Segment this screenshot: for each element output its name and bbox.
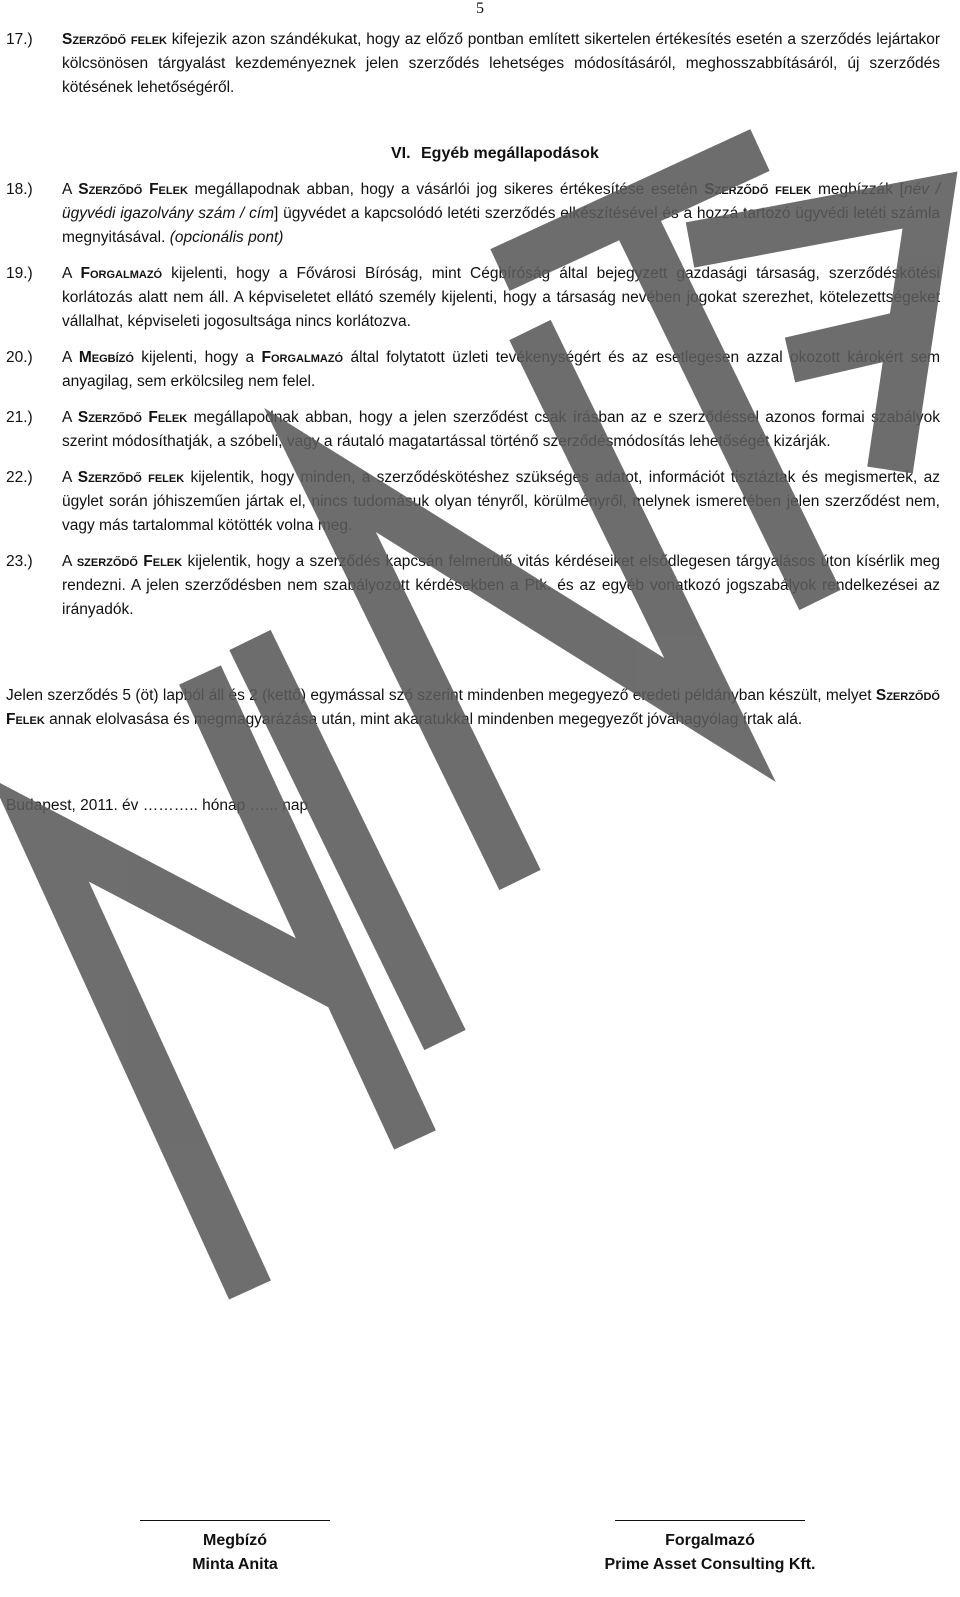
party-name: Szerződő felek	[704, 181, 812, 198]
clause-body: kijelenti, hogy a Fővárosi Bíróság, mint Cégbíróság által bejegyzett gazdasági társaság, szerződéskötési korlátozás alatt nem áll. A képviseletet ellátó személy kijelenti, hogy a társaság nevében jogokat szerezhet, kötelezettségeket vállalhat, képviseleti jogosultsága nincs korlátozva.	[62, 265, 940, 330]
clause-number: 22.)	[6, 469, 33, 486]
clause-body: A	[62, 265, 81, 282]
clause-17	[6, 28, 940, 100]
party-name: Forgalmazó	[261, 349, 344, 366]
clause-body: kijelenti, hogy a	[133, 349, 262, 366]
clause-text	[62, 550, 940, 622]
closing-text: annak elolvasása és megmagyarázása után, mint akaratukkal mindenben megegyezőt jóváhagyólag írtak alá.	[44, 711, 803, 728]
clause-text	[62, 178, 940, 250]
clause-number: 19.)	[6, 265, 33, 282]
placeholder-text: név / ügyvédi igazolvány szám / cím	[62, 181, 940, 222]
clause-text	[62, 28, 940, 100]
clause-body: ] ügyvédet a kapcsolódó letéti szerződés elkészítésével és a hozzá tartozó ügyvédi letéti számla megnyitásával.	[62, 205, 941, 246]
clause-number: 17.)	[6, 31, 33, 48]
clause-body: megállapodnak abban, hogy a jelen szerződést csak írásban az e szerződéssel azonos formai szabályok szerint módosíthatják, a szóbeli, vagy a ráutaló magatartással történő szerződésmódosítás lehetőségét kizárják.	[62, 409, 941, 450]
clause-number: 23.)	[6, 553, 33, 570]
clause-18	[6, 178, 940, 250]
clause-body: A	[62, 469, 78, 486]
clause-body: által folytatott üzleti tevékenységért és az esetlegesen azzal okozott károkért sem anyagilag, sem erkölcsileg nem felel.	[62, 349, 940, 390]
signatory-role: Forgalmazó	[665, 1532, 755, 1549]
page-number: 5	[476, 0, 484, 17]
clause-text	[62, 346, 940, 394]
party-name: Forgalmazó	[80, 265, 163, 282]
clause-body: kijelentik, hogy minden, a szerződéskötéshez szükséges adatot, információt tisztáztak és megismertek, az ügylet során jóhiszeműen jártak el, nincs tudomásuk olyan tényről, körülményről, melynek ismeretében jelen szerződést nem, vagy más tartalommal kötötték volna meg.	[62, 469, 940, 534]
clause-body: megbízzák [	[811, 181, 904, 198]
section-number: VI.	[391, 145, 411, 162]
closing-text: Jelen szerződés 5 (öt) lapból áll és 2 (kettő) egymással szó szerint mindenben megegyező eredeti példányban készült, melyet	[6, 687, 876, 704]
signature-block-left	[140, 1520, 330, 1577]
clause-text	[62, 406, 940, 454]
clause-number: 21.)	[6, 409, 33, 426]
party-name: Szerződő Felek	[6, 687, 940, 728]
clause-23	[6, 550, 940, 622]
signatory-name: Prime Asset Consulting Kft.	[604, 1556, 816, 1573]
clause-number: 18.)	[6, 181, 33, 198]
clause-body: A	[62, 181, 79, 198]
signature-line	[140, 1520, 330, 1521]
clause-19	[6, 262, 940, 334]
clause-20	[6, 346, 940, 394]
clause-text	[62, 466, 940, 538]
signature-line	[615, 1520, 805, 1521]
clause-body: A	[62, 553, 77, 570]
clause-body: megállapodnak abban, hogy a vásárlói jog sikeres értékesítése esetén	[187, 181, 705, 198]
place-and-date: Budapest, 2011. év ……….. hónap …... nap	[6, 797, 309, 814]
signature-block-right	[590, 1520, 830, 1577]
party-name: Megbízó	[78, 349, 134, 366]
clause-22	[6, 466, 940, 538]
optional-note: (opcionális pont)	[169, 229, 284, 246]
signatory-role: Megbízó	[203, 1532, 267, 1549]
party-name: Szerződő Felek	[77, 409, 188, 426]
party-name: szerződő Felek	[76, 553, 183, 570]
signatory-name: Minta Anita	[192, 1556, 278, 1573]
party-name: Szerződő felek	[62, 31, 167, 48]
clause-body: A	[62, 349, 79, 366]
clause-body: kijelentik, hogy a szerződés kapcsán felmerülő vitás kérdéseiket elsődlegesen tárgyalásos úton kísérlik meg rendezni. A jelen szerződésben nem szabályozott kérdésekben a Ptk. és az egyéb vonatkozó jogszabályok rendelkezései az irányadók.	[62, 553, 940, 618]
document-body	[6, 28, 940, 818]
section-heading	[391, 142, 960, 166]
clause-number: 20.)	[6, 349, 33, 366]
clause-21	[6, 406, 940, 454]
party-name: Szerződő Felek	[78, 181, 188, 198]
closing-paragraph	[6, 684, 940, 732]
clause-body: kifejezik azon szándékukat, hogy az előző pontban említett sikertelen értékesítés esetén a szerződés lejártakor kölcsönösen tárgyalást kezdeményeznek jelen szerződés lehetséges módosításáról, meghosszabbításáról, új szerződés kötésének lehetőségéről.	[62, 31, 940, 96]
section-title: Egyéb megállapodások	[421, 145, 599, 162]
clause-body: A	[62, 409, 78, 426]
party-name: Szerződő felek	[77, 469, 185, 486]
clause-text	[62, 262, 940, 334]
